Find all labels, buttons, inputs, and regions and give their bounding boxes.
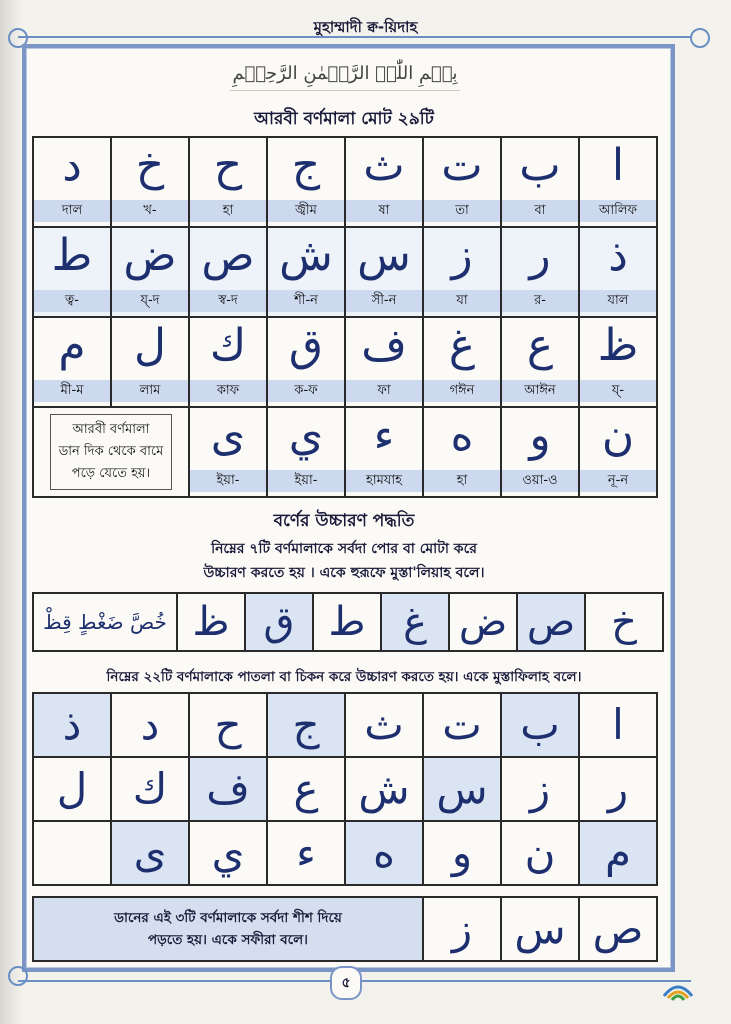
- letter-cell: [190, 408, 268, 498]
- whistle-letters-row: [32, 896, 658, 962]
- letter-name: মী-ম: [34, 380, 110, 402]
- heavy-letter: ق: [263, 599, 295, 645]
- letter-name: ক-ফ: [268, 380, 344, 402]
- whistle-note-line-1: ডানের এই ৩টি বর্ণমালাকে সর্বদা শীশ দিয়ে: [114, 910, 342, 926]
- whistle-letter: ص: [592, 904, 644, 953]
- heavy-letter: ض: [458, 599, 508, 645]
- light-letter-cell: [424, 758, 502, 822]
- light-letter: د: [140, 700, 160, 749]
- light-letter: ث: [364, 700, 404, 749]
- light-letter: ف: [206, 764, 250, 813]
- arabic-letter: ث: [363, 140, 405, 191]
- letter-cell: [34, 228, 112, 318]
- page-number: ৫: [330, 966, 362, 1000]
- light-letter: ء: [296, 828, 316, 877]
- heavy-letters-row: [32, 592, 664, 652]
- letter-cell: [34, 138, 112, 228]
- light-letter-cell: [268, 758, 346, 822]
- light-letter-cell: [424, 822, 502, 886]
- light-letter: ب: [520, 700, 560, 749]
- heavy-letter-cell: [450, 594, 518, 652]
- letter-cell: [580, 228, 658, 318]
- letter-cell: [346, 408, 424, 498]
- arabic-letter: ع: [526, 320, 554, 371]
- letter-name: দাল: [34, 200, 110, 222]
- letter-name: জ্বীম: [268, 200, 344, 222]
- light-letter: ش: [358, 764, 410, 813]
- letter-name: নূ-ন: [580, 470, 656, 492]
- arabic-letter: ق: [288, 320, 324, 371]
- letter-name: গঈন: [424, 380, 500, 402]
- rtl-note-line: আরবী বর্ণমালা: [72, 422, 150, 437]
- letter-name: ওয়া-ও: [502, 470, 578, 492]
- arabic-letter: ت: [441, 140, 483, 191]
- light-letter: ع: [293, 764, 319, 813]
- light-letter-cell: [190, 694, 268, 758]
- letter-cell: [502, 138, 580, 228]
- arabic-letter: ط: [51, 230, 93, 281]
- whistle-letter-cell: [580, 898, 658, 962]
- arabic-letter: ا: [611, 140, 625, 191]
- heavy-phrase: خُصَّ ضَغْطٍ قِظْ: [43, 610, 167, 634]
- arabic-letter: ذ: [608, 230, 628, 281]
- letter-cell: [190, 318, 268, 408]
- light-letter-cell: [424, 694, 502, 758]
- letter-name: য্‌-দ: [112, 290, 188, 312]
- letter-name: ইয়া-: [268, 470, 344, 492]
- letter-name: ষা: [346, 200, 422, 222]
- light-letter: م: [604, 828, 631, 877]
- letter-name: য্‌-: [580, 380, 656, 402]
- letter-cell: [580, 318, 658, 408]
- letter-cell: [268, 408, 346, 498]
- arabic-letter: ى: [210, 410, 246, 461]
- letter-cell: [190, 138, 268, 228]
- whistle-letter: س: [514, 904, 566, 953]
- whistle-letter-cell: [502, 898, 580, 962]
- letter-name: শী-ন: [268, 290, 344, 312]
- letter-cell: [424, 138, 502, 228]
- heavy-letter-cell: [518, 594, 586, 652]
- heavy-letter: ص: [526, 599, 576, 645]
- light-letter: ل: [56, 764, 88, 813]
- letter-name: র-: [502, 290, 578, 312]
- light-letter: ي: [211, 828, 245, 877]
- letter-cell: [112, 228, 190, 318]
- light-letter-cell: [190, 758, 268, 822]
- arabic-letter: و: [529, 410, 551, 461]
- letter-cell: [580, 408, 658, 498]
- light-letter-cell: [502, 758, 580, 822]
- letter-name: তা: [424, 200, 500, 222]
- light-letter-cell: [34, 694, 112, 758]
- letter-name: কাফ: [190, 380, 266, 402]
- arabic-letter: ل: [134, 320, 166, 371]
- light-letter: ا: [612, 700, 624, 749]
- light-letter-cell: [112, 694, 190, 758]
- light-letter: ى: [133, 828, 167, 877]
- letter-cell: [268, 138, 346, 228]
- heavy-instruction-line-1: নিম্নের ৭টি বর্ণমালাকে সর্বদা পোর বা মোটা করে: [211, 541, 477, 557]
- letter-name: সী-ন: [346, 290, 422, 312]
- arabic-letter: ز: [451, 230, 473, 281]
- light-letter-cell: [346, 694, 424, 758]
- whistle-letter: ز: [451, 904, 473, 953]
- alphabet-grid: [32, 136, 658, 498]
- letter-cell: [346, 318, 424, 408]
- running-head: মুহাম্মাদী ক্ব-য়িদাহ: [313, 18, 418, 36]
- arabic-letter: ظ: [597, 320, 639, 371]
- letter-name: আঈন: [502, 380, 578, 402]
- whistle-note: [34, 898, 424, 962]
- light-letter-cell: [580, 694, 658, 758]
- heavy-letter-cell: [314, 594, 382, 652]
- light-letter-cell: [346, 758, 424, 822]
- light-letter: ه: [372, 828, 395, 877]
- letter-cell: [424, 318, 502, 408]
- light-letter: ج: [292, 700, 320, 749]
- rtl-note-line: পড়ে যেতে হয়।: [71, 466, 151, 481]
- letter-name: হামযাহ: [346, 470, 422, 492]
- light-letter: ن: [524, 828, 556, 877]
- arabic-letter: ن: [601, 410, 635, 461]
- arabic-letter: ك: [209, 320, 247, 371]
- letter-cell: [424, 228, 502, 318]
- whistle-letter-cell: [424, 898, 502, 962]
- method-title: বর্ণের উচ্চারণ পদ্ধতি: [273, 511, 415, 531]
- light-letter: ت: [442, 700, 482, 749]
- heavy-letter: ط: [328, 599, 366, 645]
- light-letter: ذ: [62, 700, 82, 749]
- letter-cell: [268, 228, 346, 318]
- letter-cell: [502, 318, 580, 408]
- light-letter: ز: [529, 764, 551, 813]
- light-letter: ح: [214, 700, 242, 749]
- light-letter-cell: [346, 822, 424, 886]
- light-letter-cell: [112, 758, 190, 822]
- letter-cell: [502, 228, 580, 318]
- light-letter-cell: [502, 822, 580, 886]
- arabic-letter: ر: [529, 230, 551, 281]
- letter-name: স্ব-দ: [190, 290, 266, 312]
- letter-name: ফা: [346, 380, 422, 402]
- arabic-letter: م: [58, 320, 86, 371]
- arabic-letter: ي: [288, 410, 324, 461]
- alphabet-title: আরবী বর্ণমালা মোট ২৯টি: [254, 109, 434, 129]
- letter-cell: [346, 228, 424, 318]
- arabic-letter: ض: [123, 230, 177, 281]
- light-letter: ك: [132, 764, 168, 813]
- arabic-letter: د: [62, 140, 82, 191]
- arabic-letter: ء: [373, 410, 395, 461]
- letter-cell: [190, 228, 268, 318]
- letter-name: যাল: [580, 290, 656, 312]
- rtl-note-box: [50, 414, 173, 490]
- light-letter-cell: [580, 822, 658, 886]
- light-letter-cell: [112, 822, 190, 886]
- letter-name: হা: [424, 470, 500, 492]
- publisher-logo-icon: [660, 974, 696, 1002]
- light-instruction: নিম্নের ২২টি বর্ণমালাকে পাতলা বা চিকন করে উচ্চারণ করতে হয়। একে মুস্তাফিলাহ বলে।: [106, 669, 582, 685]
- light-letter-cell: [34, 758, 112, 822]
- bismillah-calligraphy: بِسۡمِ اللّٰہِ الرَّحۡمٰنِ الرَّحِیۡمِ: [230, 58, 460, 91]
- letter-name: খ-: [112, 200, 188, 222]
- header-rule: [18, 36, 691, 38]
- light-letter: س: [436, 764, 488, 813]
- letter-name: লাম: [112, 380, 188, 402]
- heavy-letter: ظ: [192, 599, 230, 645]
- arabic-letter: غ: [448, 320, 476, 371]
- letter-name: বা: [502, 200, 578, 222]
- light-letter-cell: [502, 694, 580, 758]
- letter-name: আলিফ: [580, 200, 656, 222]
- letter-cell: [580, 138, 658, 228]
- heavy-phrase-cell: [34, 594, 178, 652]
- heavy-letter-cell: [178, 594, 246, 652]
- letter-cell: [502, 408, 580, 498]
- letter-name: যা: [424, 290, 500, 312]
- arabic-letter: ج: [291, 140, 321, 191]
- light-letter: و: [451, 828, 473, 877]
- light-letter-cell: [268, 694, 346, 758]
- corner-ornament-icon: [8, 966, 28, 986]
- heavy-letter: خ: [611, 599, 637, 645]
- rtl-note-line: ডান দিক থেকে বামে: [58, 444, 164, 459]
- letter-cell: [346, 138, 424, 228]
- letter-cell: [424, 408, 502, 498]
- letter-cell: [112, 138, 190, 228]
- letter-cell: [112, 318, 190, 408]
- arabic-letter: ه: [450, 410, 474, 461]
- light-letter-cell: [190, 822, 268, 886]
- arabic-letter: خ: [135, 140, 165, 191]
- corner-ornament-icon: [690, 28, 710, 48]
- arabic-letter: ش: [279, 230, 333, 281]
- letter-cell: [34, 318, 112, 408]
- arabic-letter: س: [357, 230, 411, 281]
- whistle-note-line-2: পড়তে হয়। একে সফীরা বলে।: [148, 932, 308, 948]
- letter-name: ত্ব-: [34, 290, 110, 312]
- light-letter-cell: [34, 822, 112, 886]
- rtl-reading-note: [34, 408, 190, 498]
- light-letter: ر: [607, 764, 629, 813]
- arabic-letter: ص: [201, 230, 255, 281]
- letter-name: হা: [190, 200, 266, 222]
- heavy-letter-cell: [586, 594, 664, 652]
- letter-name: ইয়া-: [190, 470, 266, 492]
- light-letter-cell: [268, 822, 346, 886]
- arabic-letter: ب: [519, 140, 561, 191]
- arabic-letter: ف: [361, 320, 407, 371]
- light-letters-grid: [32, 692, 658, 886]
- heavy-letter: غ: [403, 599, 427, 645]
- letter-cell: [268, 318, 346, 408]
- heavy-letter-cell: [382, 594, 450, 652]
- light-letter-cell: [580, 758, 658, 822]
- arabic-letter: ح: [213, 140, 243, 191]
- heavy-letter-cell: [246, 594, 314, 652]
- heavy-instruction-line-2: উচ্চারণ করতে হয় । একে হুরূফে মুস্তা'লিয়াহ বলে।: [203, 565, 485, 581]
